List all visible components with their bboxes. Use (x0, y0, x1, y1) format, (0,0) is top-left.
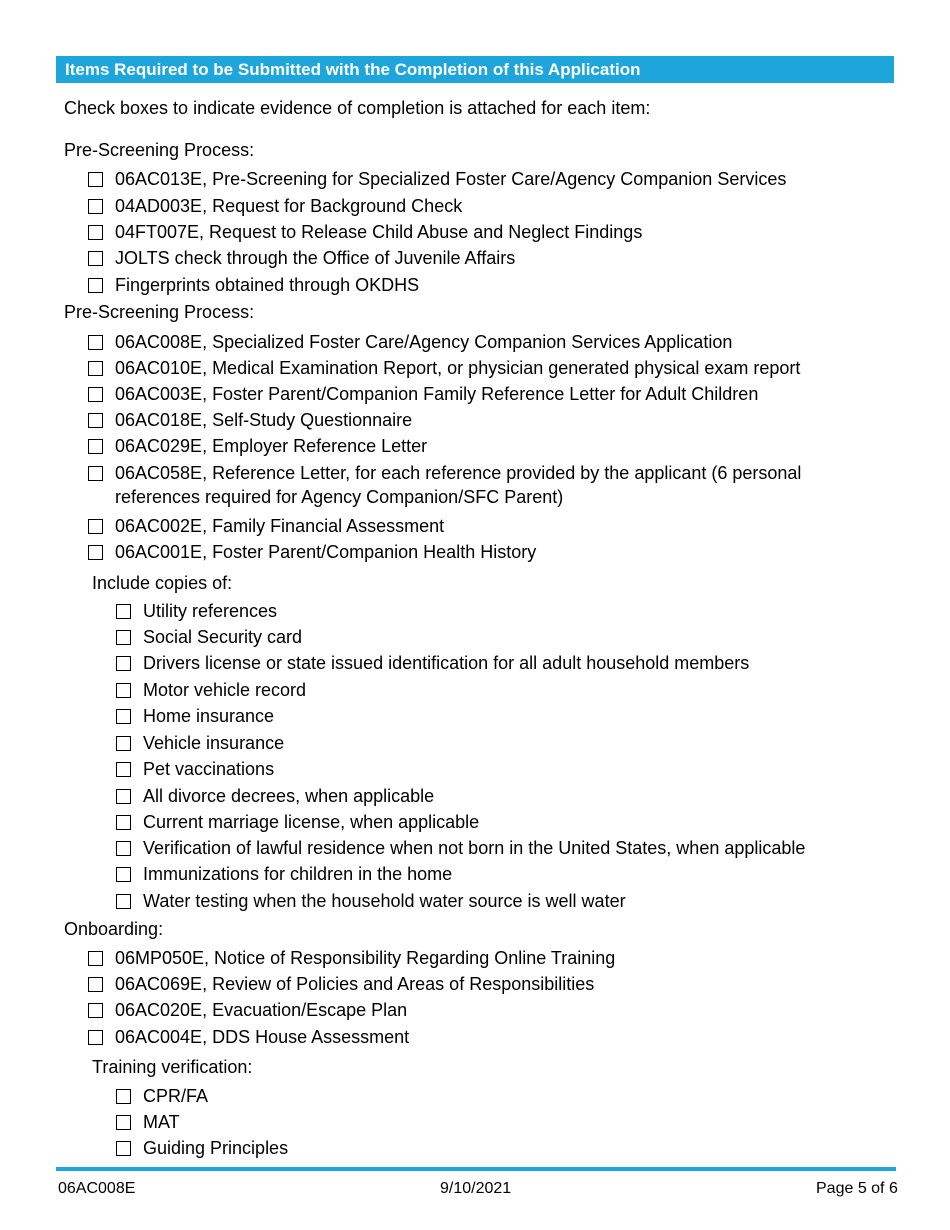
checkbox[interactable] (116, 894, 131, 909)
checkbox[interactable] (116, 1115, 131, 1130)
checkbox[interactable] (116, 604, 131, 619)
checkbox[interactable] (88, 545, 103, 560)
footer-date: 9/10/2021 (440, 1180, 512, 1197)
checkbox[interactable] (88, 251, 103, 266)
checkbox[interactable] (88, 439, 103, 454)
checkbox[interactable] (116, 815, 131, 830)
item-label: Immunizations for children in the home (143, 864, 453, 884)
item-label: 06AC013E, Pre-Screening for Specialized Foster Care/Agency Companion Services (115, 169, 787, 189)
footer-form-number: 06AC008E (58, 1180, 136, 1197)
item-label: Social Security card (143, 627, 303, 647)
item-label: 06AC069E, Review of Policies and Areas of Responsibilities (115, 974, 595, 994)
checkbox[interactable] (88, 413, 103, 428)
checkbox[interactable] (88, 387, 103, 402)
item-label: Vehicle insurance (143, 733, 285, 753)
checkbox[interactable] (88, 199, 103, 214)
item-label: 06AC010E, Medical Examination Report, or physician generated physical exam report (115, 358, 801, 378)
item-label: 06MP050E, Notice of Responsibility Regarding Online Training (115, 948, 616, 968)
checkbox[interactable] (88, 225, 103, 240)
item-label: 04AD003E, Request for Background Check (115, 196, 463, 216)
checkbox[interactable] (88, 278, 103, 293)
checkbox[interactable] (116, 656, 131, 671)
item-label: 06AC058E, Reference Letter, for each reference provided by the applicant (6 personal references required for Agency Companion/SFC Parent) (115, 463, 802, 507)
item-label: Fingerprints obtained through OKDHS (115, 275, 420, 295)
checkbox[interactable] (88, 951, 103, 966)
footer-divider (56, 1167, 896, 1171)
item-label: All divorce decrees, when applicable (143, 786, 435, 806)
subsection-title-copies: Include copies of: (92, 573, 233, 593)
subsection-title-training: Training verification: (92, 1057, 253, 1077)
item-label: 04FT007E, Request to Release Child Abuse and Neglect Findings (115, 222, 643, 242)
checkbox[interactable] (116, 683, 131, 698)
checkbox[interactable] (88, 977, 103, 992)
checkbox[interactable] (116, 762, 131, 777)
item-label: 06AC020E, Evacuation/Escape Plan (115, 1000, 408, 1020)
item-label: 06AC001E, Foster Parent/Companion Health History (115, 542, 537, 562)
checkbox[interactable] (88, 466, 103, 481)
checkbox[interactable] (116, 841, 131, 856)
checkbox[interactable] (88, 1030, 103, 1045)
item-label: Motor vehicle record (143, 680, 307, 700)
instructions-text: Check boxes to indicate evidence of completion is attached for each item: (64, 98, 651, 118)
item-label: 06AC018E, Self-Study Questionnaire (115, 410, 413, 430)
checkbox[interactable] (88, 172, 103, 187)
checkbox[interactable] (116, 789, 131, 804)
checkbox[interactable] (116, 709, 131, 724)
item-label: 06AC002E, Family Financial Assessment (115, 516, 445, 536)
item-label: 06AC029E, Employer Reference Letter (115, 436, 428, 456)
item-label: Current marriage license, when applicable (143, 812, 480, 832)
item-label: Verification of lawful residence when not born in the United States, when applicable (143, 838, 806, 858)
section-title-onboarding: Onboarding: (64, 919, 164, 939)
footer-page-number: Page 5 of 6 (816, 1180, 898, 1197)
section-title-pre-screening: Pre-Screening Process: (64, 140, 255, 160)
item-label: 06AC008E, Specialized Foster Care/Agency Companion Services Application (115, 332, 733, 352)
item-label: Pet vaccinations (143, 759, 275, 779)
checkbox[interactable] (88, 361, 103, 376)
checkbox[interactable] (116, 736, 131, 751)
checkbox[interactable] (116, 867, 131, 882)
checkbox[interactable] (88, 1003, 103, 1018)
checkbox[interactable] (116, 1141, 131, 1156)
item-label: MAT (143, 1112, 180, 1132)
item-label: Utility references (143, 601, 278, 621)
item-label: JOLTS check through the Office of Juvenile Affairs (115, 248, 516, 268)
item-label: 06AC004E, DDS House Assessment (115, 1027, 410, 1047)
item-label: 06AC003E, Foster Parent/Companion Family Reference Letter for Adult Children (115, 384, 759, 404)
checkbox[interactable] (88, 519, 103, 534)
item-label: CPR/FA (143, 1086, 209, 1106)
section-title-pre-screening-2: Pre-Screening Process: (64, 302, 255, 322)
checkbox[interactable] (88, 335, 103, 350)
item-label: Home insurance (143, 706, 275, 726)
item-label: Guiding Principles (143, 1138, 289, 1158)
checkbox[interactable] (116, 630, 131, 645)
item-label: Drivers license or state issued identification for all adult household members (143, 653, 750, 673)
item-label: Water testing when the household water source is well water (143, 891, 626, 911)
checkbox[interactable] (116, 1089, 131, 1104)
section-header: Items Required to be Submitted with the Completion of this Application (56, 56, 894, 83)
